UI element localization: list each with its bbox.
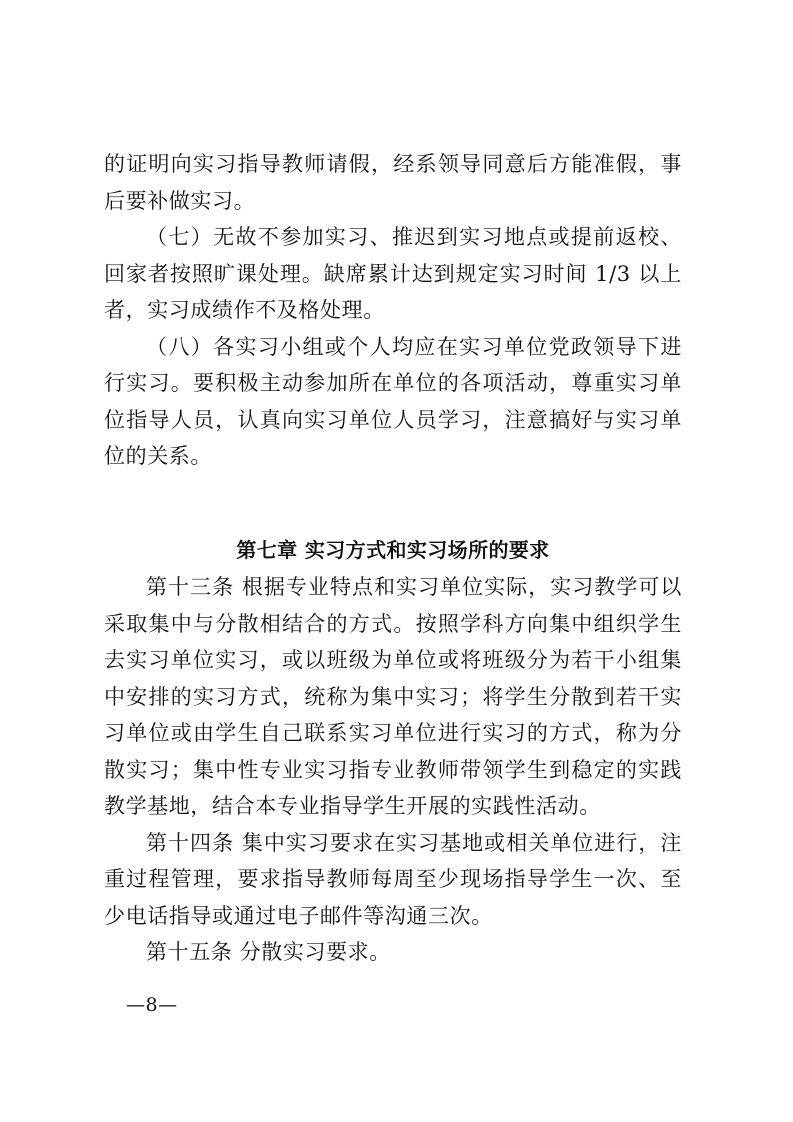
body-text-section-b — [104, 569, 682, 971]
article-15: 第十五条 分散实习要求。 — [146, 940, 391, 964]
chapter-title: 第七章 实习方式和实习场所的要求 — [236, 538, 550, 562]
article-13: 第十三条 根据专业特点和实习单位实际，实习教学可以采取集中与分散相结合的方式。按照学科方向集中组织学生去实习单位实习，或以班级为单位或将班级分为若干小组集中安排的实习方式，统称为集中实习；将学生分散到若干实习单位或由学生自己联系实习单位进行实习的方式，称为分散实习；集中性专业实习指专业教师带领学生到稳定的实践教学基地，结合本专业指导学生开展的实践性活动。 — [104, 575, 682, 818]
body-text-section-a — [104, 146, 682, 475]
paragraph-continuation: 的证明向实习指导教师请假，经系领导同意后方能准假，事后要补做实习。 — [104, 152, 682, 213]
paragraph-item-7: （七）无故不参加实习、推迟到实习地点或提前返校、回家者按照旷课处理。缺席累计达到规定实习时间 1/3 以上者，实习成绩作不及格处理。 — [104, 225, 682, 322]
article-14: 第十四条 集中实习要求在实习基地或相关单位进行，注重过程管理，要求指导教师每周至少现场指导学生一次、至少电话指导或通过电子邮件等沟通三次。 — [104, 830, 682, 928]
page-number: —8— — [126, 994, 178, 1016]
paragraph-item-8: （八）各实习小组或个人均应在实习单位党政领导下进行实习。要积极主动参加所在单位的各项活动，尊重实习单位指导人员，认真向实习单位人员学习，注意搞好与实习单位的关系。 — [104, 334, 682, 468]
